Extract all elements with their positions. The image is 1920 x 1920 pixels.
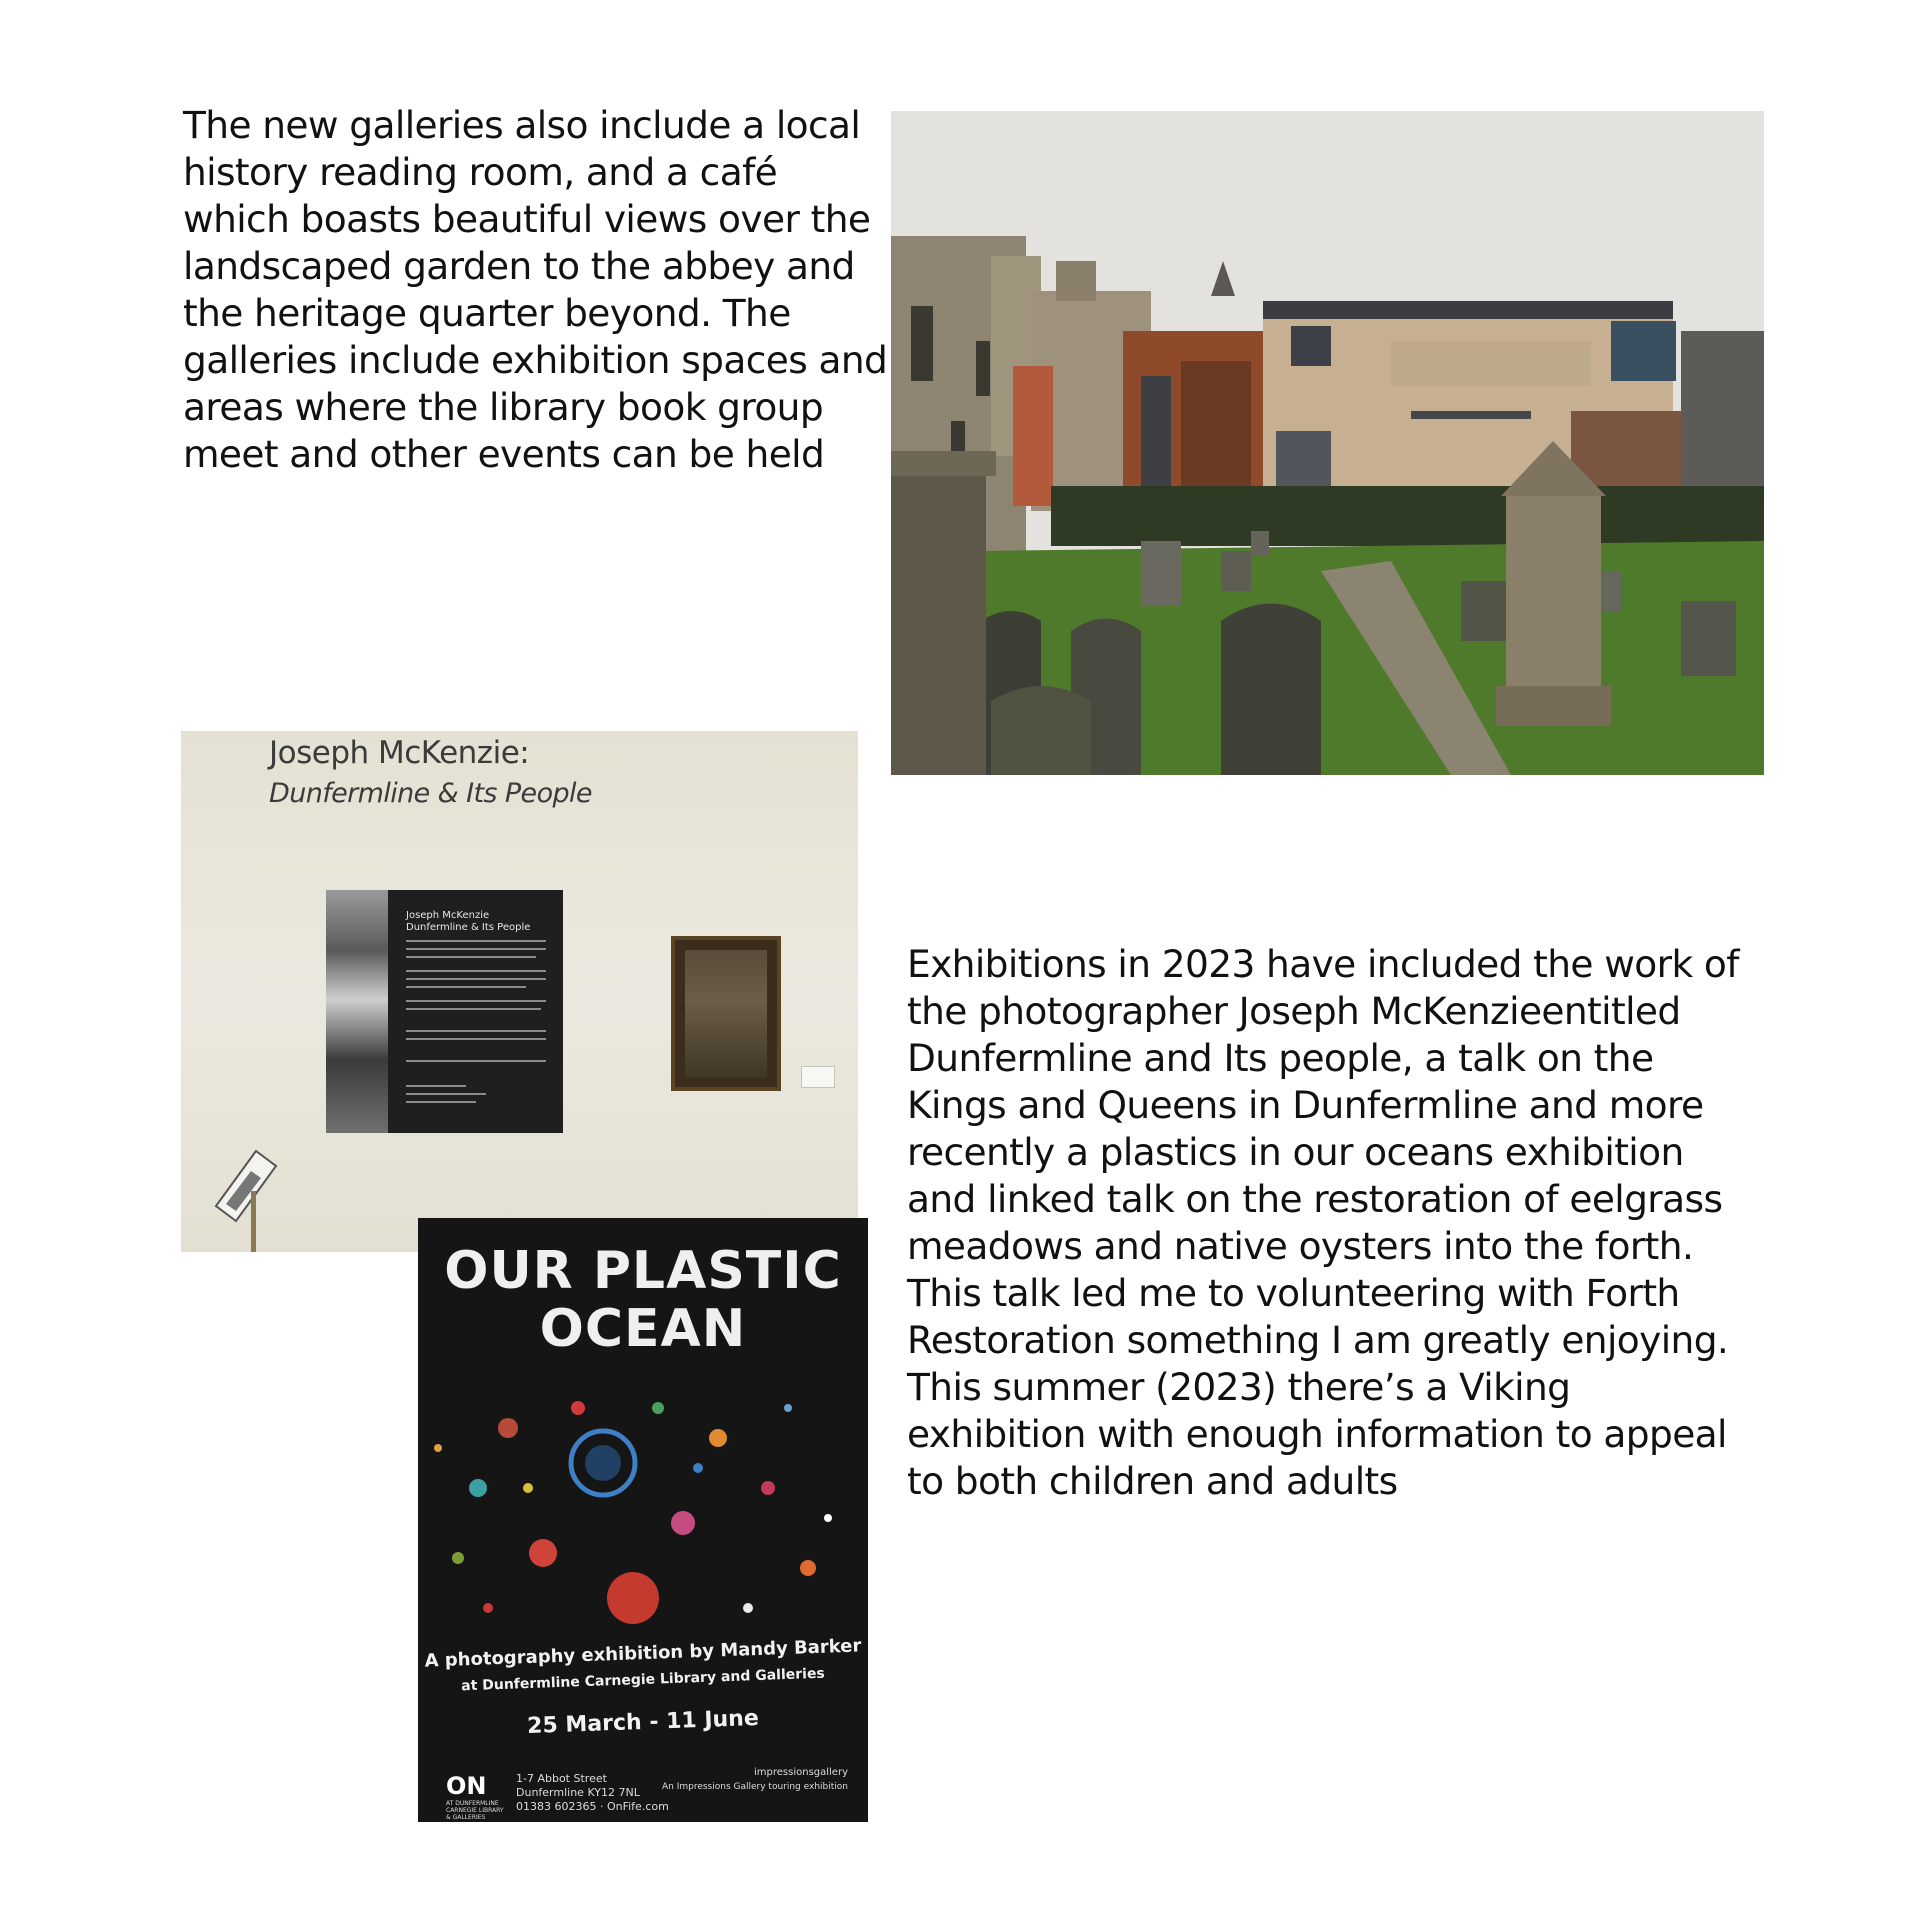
onfife-logo: ON: [446, 1772, 487, 1800]
poster-title-line1: OUR PLASTIC: [444, 1241, 842, 1301]
panel-text-line: [406, 1030, 546, 1032]
exhibitions-paragraph: Exhibitions in 2023 have included the work of the photographer Joseph McKenzieentitled Dunfermline and Its people, a talk on the Kings and Queens in Dunfermline and more recently a plastics in our oceans exhibition and linked talk on the restoration of eelgrass meadows and native oysters into the forth. This talk led me to volunteering with Forth Restoration something I am greatly enjoying. This summer (2023) there’s a Viking exhibition with enough information to appeal to both children and adults: [907, 942, 1739, 1503]
display-stand: [211, 1096, 281, 1252]
plastic-ocean-poster: [418, 1218, 868, 1822]
panel-text-line: [406, 1000, 546, 1002]
panel-text-line: [406, 1093, 486, 1095]
panel-title: Joseph McKenzie Dunfermline & Its People: [406, 910, 531, 933]
poster-subtitle: A photography exhibition by Mandy Barker: [424, 1635, 862, 1672]
touring-brand: impressionsgallery: [754, 1767, 848, 1778]
panel-text-line: [406, 1008, 541, 1010]
panel-text-line: [406, 1038, 546, 1040]
plastic-debris-artwork: [418, 1368, 868, 1638]
intro-paragraph: The new galleries also include a local history reading room, and a café which boasts beautiful views over the landscaped garden to the abbey and the heritage quarter beyond. The galleries include exhibition spaces and areas where the library book group meet and other events can be held: [183, 103, 888, 476]
panel-text-line: [406, 1101, 476, 1103]
panel-text-line: [406, 1085, 466, 1087]
building-graveyard-photo: [891, 111, 1764, 775]
touring-note: An Impressions Gallery touring exhibition: [661, 1782, 848, 1792]
panel-text-line: [406, 948, 546, 950]
framed-painting: [671, 936, 781, 1091]
exhibition-title: Joseph McKenzie:: [269, 735, 530, 771]
poster-venue: at Dunfermline Carnegie Library and Galleries: [460, 1665, 826, 1695]
exhibition-subtitle: Dunfermline & Its People: [269, 778, 592, 809]
panel-text-line: [406, 940, 546, 942]
exhibition-wall-photo: [181, 731, 858, 1252]
poster-dates: 25 March - 11 June: [526, 1705, 760, 1740]
onfife-logo-caption: AT DUNFERMLINE CARNEGIE LIBRARY & GALLERIES: [446, 1800, 504, 1821]
poster-title-line2: OCEAN: [539, 1299, 747, 1359]
wall-label: [801, 1066, 835, 1088]
panel-text-line: [406, 1060, 546, 1062]
exhibition-panel: [326, 890, 563, 1133]
poster-address: 1-7 Abbot Street Dunfermline KY12 7NL 01383 602365 · OnFife.com: [516, 1772, 669, 1813]
panel-text-line: [406, 978, 546, 980]
panel-text-line: [406, 970, 546, 972]
panel-text-line: [406, 986, 526, 988]
portrait-photo: [326, 890, 388, 1133]
panel-text-line: [406, 956, 536, 958]
